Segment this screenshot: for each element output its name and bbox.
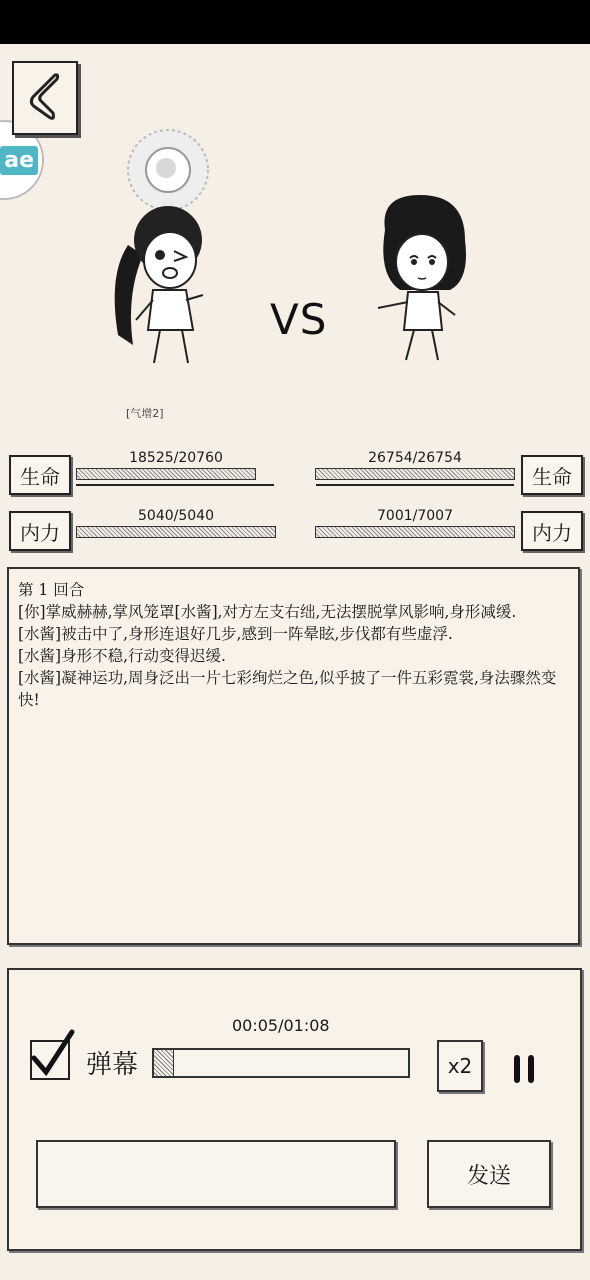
- status-bar: [0, 0, 590, 44]
- battle-log-panel[interactable]: [7, 567, 580, 945]
- enemy-mp-bar: [315, 526, 515, 538]
- player-hp-label: 生命: [9, 455, 71, 495]
- enemy-character: [370, 190, 480, 370]
- back-button[interactable]: [12, 61, 78, 135]
- log-line: [水酱]凝神运功,周身泛出一片七彩绚烂之色,似乎披了一件五彩霓裳,身法骤然变快!: [18, 669, 557, 709]
- vs-label: VS: [270, 295, 328, 344]
- player-hp-text: 18525/20760: [129, 450, 223, 466]
- danmu-checkbox[interactable]: [30, 1040, 70, 1080]
- badge-logo-icon: ae: [0, 146, 38, 175]
- log-line: 第 1 回合: [18, 581, 85, 599]
- log-line: [你]掌威赫赫,掌风笼罩[水酱],对方左支右绌,无法摆脱掌风影响,身形减缓.: [18, 603, 517, 621]
- playback-time: 00:05/01:08: [232, 1016, 330, 1035]
- player-character: [98, 105, 248, 375]
- playback-progress-bar[interactable]: [152, 1048, 410, 1078]
- back-arrow-icon: [25, 71, 65, 125]
- player-mp-label: 内力: [9, 511, 71, 551]
- danmu-label: 弹幕: [86, 1050, 139, 1080]
- send-button[interactable]: 发送: [427, 1140, 551, 1208]
- enemy-hp-bar: [315, 468, 515, 480]
- player-mp-bar: [76, 526, 276, 538]
- energy-burst-effect: [128, 130, 208, 210]
- log-line: [水酱]身形不稳,行动变得迟缓.: [18, 647, 226, 665]
- speed-button[interactable]: x2: [437, 1040, 483, 1092]
- playback-control-panel: [7, 968, 582, 1251]
- enemy-mp-text: 7001/7007: [377, 508, 453, 524]
- pause-icon[interactable]: [514, 1055, 536, 1083]
- enemy-hp-underline: [316, 484, 514, 486]
- player-mp-text: 5040/5040: [138, 508, 214, 524]
- enemy-hp-label: 生命: [521, 455, 583, 495]
- checkmark-icon: [30, 1028, 76, 1076]
- playback-progress-fill: [154, 1050, 174, 1076]
- log-line: [水酱]被击中了,身形连退好几步,感到一阵晕眩,步伐都有些虚浮.: [18, 625, 453, 643]
- player-status-tag: [气增2]: [126, 407, 164, 420]
- player-hp-bar: [76, 468, 256, 480]
- player-hp-underline: [76, 484, 274, 486]
- enemy-mp-label: 内力: [521, 511, 583, 551]
- enemy-hp-text: 26754/26754: [368, 450, 462, 466]
- danmu-message-input[interactable]: [36, 1140, 396, 1208]
